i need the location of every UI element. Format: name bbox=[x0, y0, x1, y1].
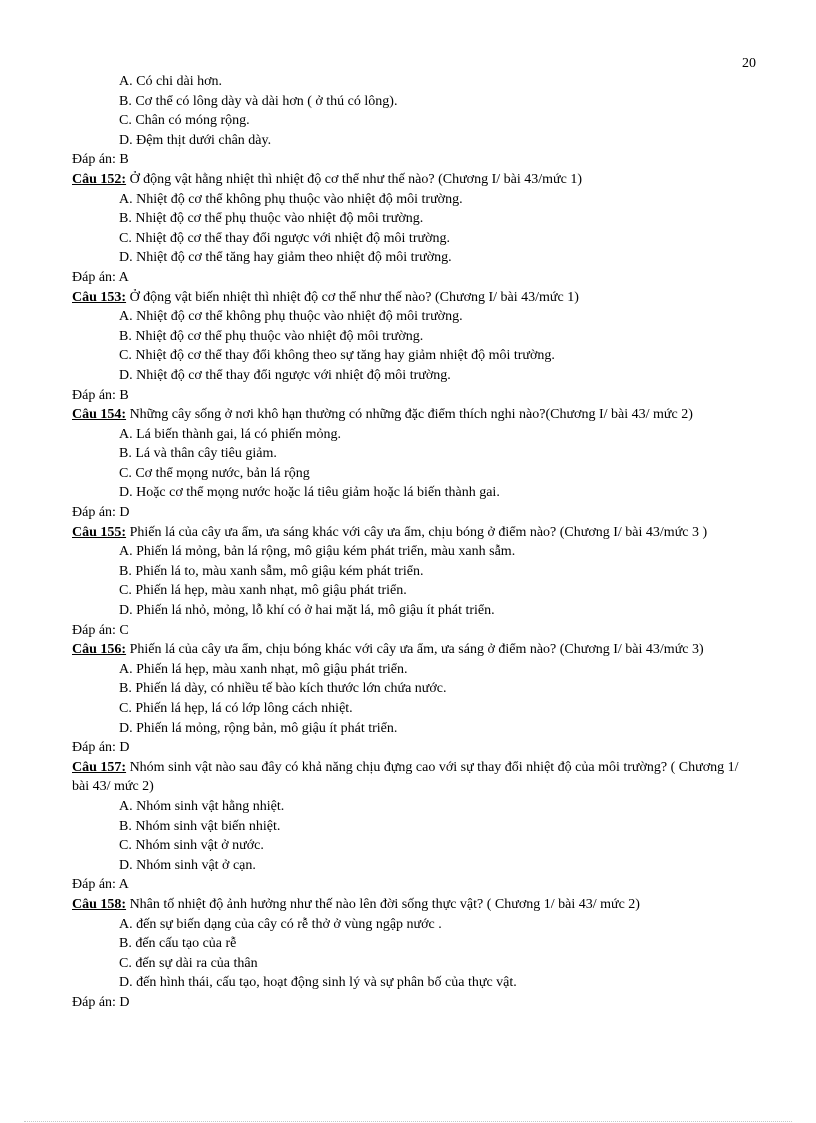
option-c: C. Cơ thể mọng nước, bản lá rộng bbox=[119, 465, 310, 481]
question-text bbox=[72, 405, 758, 425]
question-label: Câu 157: bbox=[72, 759, 127, 775]
question-body: Phiến lá của cây ưa ẩm, ưa sáng khác với cây ưa ẩm, chịu bóng ở điểm nào? (Chương I/ bài 43/mức 3 ) bbox=[126, 524, 708, 540]
question-body: Nhóm sinh vật nào sau đây có khả năng chịu đựng cao với sự thay đổi nhiệt độ của môi trường? ( Chương 1/ bài 43/ mức 2) bbox=[72, 759, 739, 795]
answer-line: Đáp án: C bbox=[72, 622, 129, 638]
option-c: C. Nhóm sinh vật ở nước. bbox=[119, 838, 264, 854]
question-text bbox=[72, 523, 758, 543]
answer-line: Đáp án: D bbox=[72, 994, 130, 1010]
option-d: D. Phiến lá nhỏ, mỏng, lỗ khí có ở hai mặt lá, mô giậu ít phát triển. bbox=[119, 603, 495, 619]
option-d: D. Đệm thịt dưới chân dày. bbox=[119, 132, 272, 148]
question-body: Nhân tố nhiệt độ ảnh hưởng như thế nào lên đời sống thực vật? ( Chương 1/ bài 43/ mức 2) bbox=[126, 896, 640, 912]
option-d: D. Nhiệt độ cơ thể tăng hay giảm theo nhiệt độ môi trường. bbox=[119, 250, 452, 266]
question-label: Câu 153: bbox=[72, 289, 127, 305]
question-label: Câu 156: bbox=[72, 642, 127, 658]
option-b: B. Phiến lá to, màu xanh sẫm, mô giậu kém phát triển. bbox=[119, 563, 424, 579]
option-a: A. Có chi dài hơn. bbox=[119, 74, 223, 89]
question-text bbox=[72, 895, 758, 915]
option-d: D. Nhóm sinh vật ở cạn. bbox=[119, 857, 256, 873]
option-b: B. Nhiệt độ cơ thể phụ thuộc vào nhiệt độ môi trường. bbox=[119, 328, 424, 344]
option-b: B. Phiến lá dày, có nhiều tế bào kích thước lớn chứa nước. bbox=[119, 681, 447, 697]
question-text bbox=[72, 170, 758, 190]
option-c: C. đến sự dài ra của thân bbox=[119, 955, 258, 971]
answer-line: Đáp án: B bbox=[72, 387, 129, 403]
question-label: Câu 155: bbox=[72, 524, 127, 540]
answer-line: Đáp án: D bbox=[72, 740, 130, 756]
answer-line: Đáp án: A bbox=[72, 877, 129, 893]
option-d: D. Nhiệt độ cơ thể thay đổi ngược với nhiệt độ môi trường. bbox=[119, 367, 451, 383]
question-158 bbox=[72, 895, 758, 1013]
question-label: Câu 152: bbox=[72, 171, 127, 187]
intro-block bbox=[72, 72, 758, 170]
option-c: C. Phiến lá hẹp, màu xanh nhạt, mô giậu phát triển. bbox=[119, 583, 407, 599]
option-b: B. đến cấu tạo của rễ bbox=[119, 936, 237, 952]
option-a: A. Nhiệt độ cơ thể không phụ thuộc vào nhiệt độ môi trường. bbox=[119, 191, 463, 207]
page-number: 20 bbox=[742, 56, 756, 71]
option-a: A. Nhiệt độ cơ thể không phụ thuộc vào nhiệt độ môi trường. bbox=[119, 309, 463, 325]
question-label: Câu 158: bbox=[72, 896, 127, 912]
question-text bbox=[72, 640, 758, 660]
question-153 bbox=[72, 288, 758, 406]
question-154 bbox=[72, 405, 758, 523]
question-text bbox=[72, 288, 758, 308]
option-c: C. Nhiệt độ cơ thể thay đổi không theo sự tăng hay giảm nhiệt độ môi trường. bbox=[119, 348, 555, 364]
option-c: C. Nhiệt độ cơ thể thay đổi ngược với nhiệt độ môi trường. bbox=[119, 230, 450, 246]
question-157 bbox=[72, 758, 758, 895]
question-label: Câu 154: bbox=[72, 407, 127, 423]
question-text bbox=[72, 758, 758, 797]
option-b: B. Cơ thể có lông dày và dài hơn ( ở thú có lông). bbox=[119, 93, 398, 109]
option-d: D. Hoặc cơ thể mọng nước hoặc lá tiêu giảm hoặc lá biến thành gai. bbox=[119, 485, 500, 501]
option-a: A. Lá biến thành gai, lá có phiến mỏng. bbox=[119, 426, 341, 442]
page-content bbox=[72, 72, 758, 1013]
option-a: A. đến sự biến dạng của cây có rễ thở ở vùng ngập nước . bbox=[119, 916, 442, 932]
option-b: B. Nhóm sinh vật biến nhiệt. bbox=[119, 818, 281, 834]
option-a: A. Phiến lá hẹp, màu xanh nhạt, mô giậu phát triển. bbox=[119, 661, 408, 677]
option-b: B. Nhiệt độ cơ thể phụ thuộc vào nhiệt độ môi trường. bbox=[119, 211, 424, 227]
option-a: A. Nhóm sinh vật hằng nhiệt. bbox=[119, 798, 285, 814]
page-bottom-divider bbox=[24, 1121, 792, 1122]
option-d: D. Phiến lá mỏng, rộng bản, mô giậu ít phát triển. bbox=[119, 720, 398, 736]
question-body: Ở động vật biến nhiệt thì nhiệt độ cơ thể như thế nào? (Chương I/ bài 43/mức 1) bbox=[126, 289, 579, 305]
question-155 bbox=[72, 523, 758, 641]
answer-line: Đáp án: A bbox=[72, 269, 129, 285]
question-152 bbox=[72, 170, 758, 288]
option-d: D. đến hình thái, cấu tạo, hoạt động sinh lý và sự phân bố của thực vật. bbox=[119, 975, 517, 991]
option-b: B. Lá và thân cây tiêu giảm. bbox=[119, 446, 277, 462]
option-c: C. Phiến lá hẹp, lá có lớp lông cách nhiệt. bbox=[119, 701, 353, 716]
option-c: C. Chân có móng rộng. bbox=[119, 113, 250, 129]
question-body: Những cây sống ở nơi khô hạn thường có những đặc điểm thích nghi nào?(Chương I/ bài 43/ mức 2) bbox=[126, 407, 693, 423]
question-156 bbox=[72, 640, 758, 758]
question-body: Phiến lá của cây ưa ẩm, chịu bóng khác với cây ưa ẩm, ưa sáng ở điểm nào? (Chương I/ bài 43/mức 3) bbox=[126, 642, 704, 658]
answer-line: Đáp án: D bbox=[72, 505, 130, 521]
question-body: Ở động vật hằng nhiệt thì nhiệt độ cơ thể như thế nào? (Chương I/ bài 43/mức 1) bbox=[126, 171, 582, 187]
option-a: A. Phiến lá mỏng, bản lá rộng, mô giậu kém phát triển, màu xanh sẫm. bbox=[119, 544, 516, 560]
answer-line: Đáp án: B bbox=[72, 152, 129, 168]
